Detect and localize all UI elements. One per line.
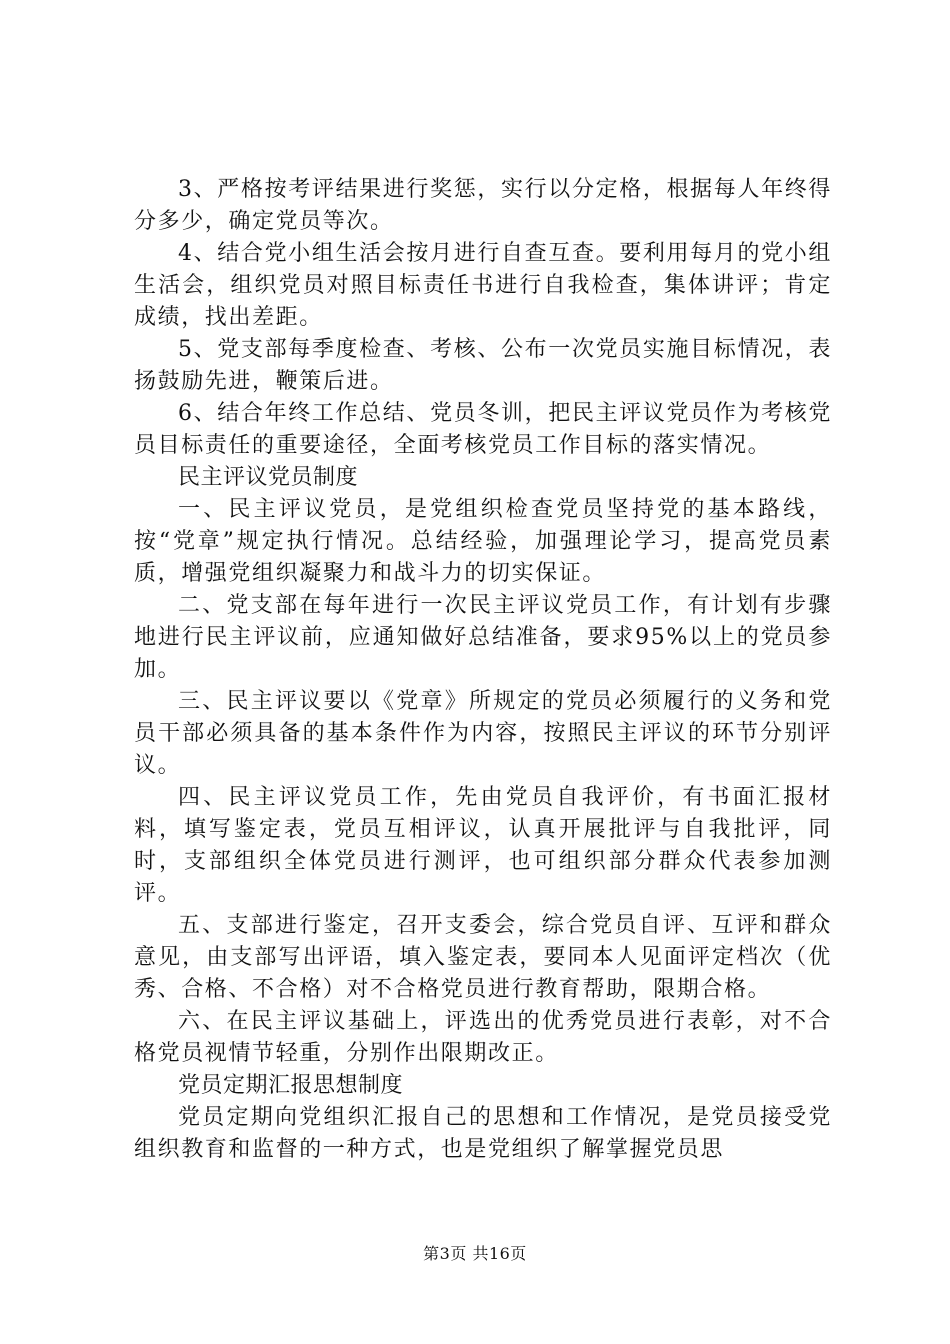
paragraph-item-one: 一、民主评议党员，是党组织检查党员坚持党的基本路线，按“党章”规定执行情况。总结经验，加强理论学习，提高党员素质，增强党组织凝聚力和战斗力的切实保证。 [134, 497, 832, 586]
paragraph-item-3: 3、严格按考评结果进行奖惩，实行以分定格，根据每人年终得分多少，确定党员等次。 [134, 177, 832, 234]
paragraph-item-four: 四、民主评议党员工作，先由党员自我评价，有书面汇报材料，填写鉴定表，党员互相评议，认真开展批评与自我批评，同时，支部组织全体党员进行测评，也可组织部分群众代表参加测评。 [134, 785, 832, 906]
page-number-footer: 第3页 共16页 [423, 1244, 527, 1263]
paragraph-item-6: 6、结合年终工作总结、党员冬训，把民主评议党员作为考核党员目标责任的重要途径，全面考核党员工作目标的落实情况。 [134, 401, 832, 458]
section-heading-democratic-evaluation: 民主评议党员制度 [178, 465, 359, 490]
paragraph-item-six: 六、在民主评议基础上，评选出的优秀党员进行表彰，对不合格党员视情节轻重，分别作出限期改正。 [134, 1009, 832, 1066]
paragraph-item-5: 5、党支部每季度检查、考核、公布一次党员实施目标情况，表扬鼓励先进，鞭策后进。 [134, 337, 832, 394]
section-heading-periodic-report: 党员定期汇报思想制度 [178, 1073, 404, 1098]
document-body [134, 174, 832, 1166]
paragraph-item-five: 五、支部进行鉴定，召开支委会，综合党员自评、互评和群众意见，由支部写出评语，填入鉴定表，要同本人见面评定档次（优秀、合格、不合格）对不合格党员进行教育帮助，限期合格。 [134, 913, 832, 1002]
paragraph-periodic-report-intro: 党员定期向党组织汇报自己的思想和工作情况，是党员接受党组织教育和监督的一种方式，也是党组织了解掌握党员思 [134, 1105, 832, 1162]
paragraph-item-4: 4、结合党小组生活会按月进行自查互查。要利用每月的党小组生活会，组织党员对照目标责任书进行自我检查，集体讲评；肯定成绩，找出差距。 [134, 241, 832, 330]
paragraph-item-two: 二、党支部在每年进行一次民主评议党员工作，有计划有步骤地进行民主评议前，应通知做好总结准备，要求95%以上的党员参加。 [134, 593, 832, 682]
paragraph-item-three: 三、民主评议要以《党章》所规定的党员必须履行的义务和党员干部必须具备的基本条件作为内容，按照民主评议的环节分别评议。 [134, 689, 832, 778]
